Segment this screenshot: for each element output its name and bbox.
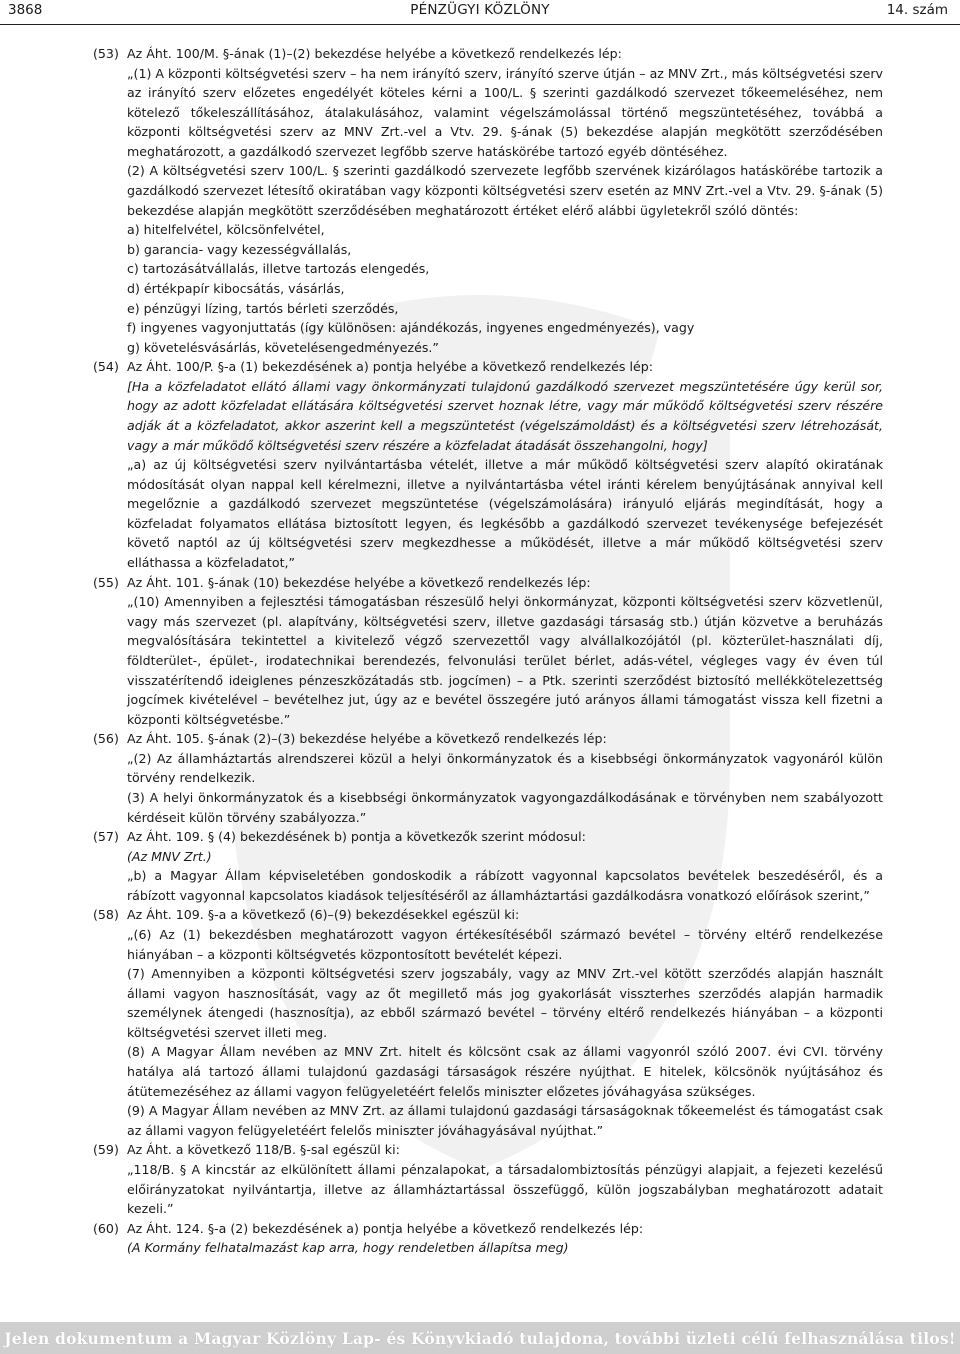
- amendment-item: [93, 44, 883, 357]
- item-paragraph: d) értékpapír kibocsátás, vásárlás,: [127, 280, 345, 296]
- item-paragraph: Az Áht. 100/M. §-ának (1)–(2) bekezdése helyébe a következő rendelkezés lép:: [127, 46, 622, 61]
- amendment-item: [93, 573, 883, 730]
- amendment-item: [93, 357, 883, 572]
- footer-banner: [0, 1322, 960, 1354]
- journal-title: PÉNZÜGYI KÖZLÖNY: [410, 2, 550, 18]
- item-paragraph: (7) Amennyiben a központi költségvetési szerv jogszabály, vagy az MNV Zrt.-vel kötött szerződés alapján használt állami vagyon hasznosítását, vagy az őt megillető más jog gyakorlását visszterhes szerződés alapján harmadik személynek átengedi (hasznosítja), az ebből származó bevétel – törvény eltérő rendelkezés hiányában – a központi költségvetési szervet illeti meg.: [127, 966, 883, 1040]
- amendment-item: [93, 905, 883, 1140]
- item-paragraph: „(6) Az (1) bekezdésben meghatározott vagyon értékesítéséből származó bevétel – törvény eltérő rendelkezése hiányában – a központi költségvetés központosított bevételét képezi.: [127, 927, 883, 962]
- item-paragraph: Az Áht. 124. §-a (2) bekezdésének a) pontja helyébe a következő rendelkezés lép:: [127, 1220, 644, 1236]
- item-paragraph: „b) a Magyar Állam képviseletében gondoskodik a rábízott vagyonnal kapcsolatos bevételek beszedéséről, és a rábízott vagyonnal kapcsolatos kiadások teljesítéséről az államháztartási gazdálkodásra vonatkozó előírások szerint,”: [127, 868, 883, 903]
- item-paragraph: „a) az új költségvetési szerv nyilvántartásba vételét, illetve a már működő költségvetési szerv alapító okiratának módosítását olyan nappal kell kérelmezni, illetve a nyilvántartásba vétel iránti kérelem benyújtásának annyival kell megelőznie a gazdálkodó szervezet megszüntetése (végelszámolására) irányuló eljárás megindítását, hogy a közfeladat folyamatos ellátása biztosított legyen, és legkésőbb a gazdálkodó szervezet tevékenysége befejezését követő naptól az új költségvetési szerv megkezdhesse a működését, illetve a már működő költségvetési szerv elláthassa a közfeladatot,”: [127, 457, 883, 571]
- item-paragraph: (9) A Magyar Állam nevében az MNV Zrt. az állami tulajdonú gazdasági társaságoknak tőkeemelést és támogatást csak az állami vagyon felügyeletéért felelős miniszter jóváhagyásával nyújthat.”: [127, 1103, 883, 1138]
- item-paragraph: a) hitelfelvétel, kölcsönfelvétel,: [127, 222, 325, 238]
- item-paragraph: c) tartozásátvállalás, illetve tartozás elengedés,: [127, 261, 430, 277]
- item-paragraph: (3) A helyi önkormányzatok és a kisebbségi önkormányzatok vagyongazdálkodásának e törvényben nem szabályozott kérdéseit külön törvény szabályozza.”: [127, 789, 883, 825]
- item-paragraph: Az Áht. 109. §-a a következő (6)–(9) bekezdésekkel egészül ki:: [127, 907, 520, 923]
- item-number: (57): [93, 829, 119, 845]
- amendment-item: [93, 1140, 883, 1218]
- item-paragraph: Az Áht. 100/P. §-a (1) bekezdésének a) pontja helyébe a következő rendelkezés lép:: [127, 359, 653, 375]
- item-paragraph: (Az MNV Zrt.): [127, 848, 212, 864]
- item-paragraph: Az Áht. 109. § (4) bekezdésének b) pontja a következők szerint módosul:: [127, 829, 586, 845]
- header-rule: [0, 24, 960, 25]
- copyright-notice: Jelen dokumentum a Magyar Közlöny Lap- és Könyvkiadó tulajdona, további üzleti célú felhasználása tilos!: [4, 1329, 956, 1348]
- item-paragraph: e) pénzügyi lízing, tartós bérleti szerződés,: [127, 300, 399, 316]
- item-number: (59): [93, 1142, 119, 1158]
- item-paragraph: „118/B. § A kincstár az elkülönített állami pénzalapokat, a társadalombiztosítás pénzügyi alapjait, a fejezeti kezelésű előirányzatokat nyilvántartja, illetve az államháztartással összefüggő, külön jogszabályban meghatározott adatait kezeli.”: [127, 1161, 883, 1217]
- item-paragraph: [Ha a közfeladatot ellátó állami vagy önkormányzati tulajdonú gazdálkodó szervezet megszüntetésére úgy kerül sor, hogy az adott közfeladat ellátására költségvetési szervet hoznak létre, vagy már működő költségvetési szerv részére adják át a közfeladatot, akkor aszerint kell a megszüntetést (végelszámoldást) és a költségvetési szerv létrehozását, vagy a már működő költségvetési szerv részére a közfeladat átadását összehangolni, hogy]: [127, 378, 883, 453]
- amendment-item: [93, 729, 883, 827]
- item-paragraph: (2) A költségvetési szerv 100/L. § szerinti gazdálkodó szervezete legfőbb szervének kizárólagos hatáskörébe tartozik a gazdálkodó szervezet létesítő okiratában vagy központi költségvetési szerv esetén az MNV Zrt.-vel a Vtv. 29. §-ának (5) bekezdése alapján megkötött szerződésében meghatározott értéket elérő alábbi ügyletekről szóló döntés:: [127, 163, 883, 218]
- item-paragraph: Az Áht. a következő 118/B. §-sal egészül ki:: [127, 1142, 400, 1158]
- item-paragraph: f) ingyenes vagyonjuttatás (így különösen: ajándékozás, ingyenes engedményezés), vagy: [127, 320, 695, 336]
- document-body: [93, 44, 883, 1258]
- page-header: [0, 0, 960, 24]
- item-paragraph: „(10) Amennyiben a fejlesztési támogatásban részesülő helyi önkormányzat, központi költségvetési szerv közvetlenül, vagy más szervezet (pl. alapítvány, költségvetési szerv, illetve gazdasági társaság stb.) útján közvetve a beruházás megvalósítására tekintettel a kivitelező végző szervezettől vagy alvállalkozójától (pl. közterület-használati díj, földterület-, épület-, irodatechnikai berendezés, felvonulási terület bérlet, adás-vétel, végleges vagy év éven túl visszatérítendő ideiglenes pénzeszközátadás stb. jogcímen) – a Ptk. szerinti szerződést biztosító mellékkötelezettség jogcímek kivételével – bevételhez jut, úgy az e bevétel összegére jutó arányos állami támogatást vissza kell fizetni a központi költségvetésbe.”: [127, 594, 883, 727]
- item-number: (53): [93, 46, 119, 61]
- item-paragraph: Az Áht. 105. §-ának (2)–(3) bekezdése helyébe a következő rendelkezés lép:: [127, 731, 607, 747]
- item-paragraph: „(2) Az államháztartás alrendszerei közül a helyi önkormányzatok és a kisebbségi önkormányzatok vagyonáról külön törvény rendelkezik.: [127, 750, 883, 786]
- amendment-item: [93, 1219, 883, 1258]
- item-paragraph: „(1) A központi költségvetési szerv – ha nem irányító szerv, irányító szerve útján – az MNV Zrt., más költségvetési szerv az irányító szerv előzetes engedélyét köteles kérni a 100/L. § szerinti gazdálkodó szervezet tőkeemeléséhez, nem kötelező tőkeleszállításához, átalakulásához, valamint végelszámolással történő megszüntetéséhez, továbbá a központi költségvetési szerv az MNV Zrt.-vel a Vtv. 29. §-ának (5) bekezdése alapján megkötött szerződésében meghatározott, a gazdálkodó szervezet legfőbb szerve hatáskörébe tartozó egyéb döntéséhez.: [127, 65, 883, 159]
- item-paragraph: b) garancia- vagy kezességvállalás,: [127, 241, 352, 257]
- item-number: (56): [93, 731, 119, 747]
- item-paragraph: Az Áht. 101. §-ának (10) bekezdése helyébe a következő rendelkezés lép:: [127, 574, 591, 590]
- page-number: 3868: [8, 2, 43, 18]
- item-paragraph: (8) A Magyar Állam nevében az MNV Zrt. hitelt és kölcsönt csak az állami vagyonról szóló 2007. évi CVI. törvény hatálya alá tartozó állami tulajdonú gazdasági társaságok részére nyújthat. E hitelek, kölcsönök nyújtásához és átütemezéséhez az állami vagyon felügyeletéért felelős miniszter előzetes jóváhagyása szükséges.: [127, 1044, 883, 1099]
- item-number: (55): [93, 574, 119, 590]
- amendment-item: [93, 827, 883, 905]
- issue-number: 14. szám: [886, 2, 948, 18]
- item-paragraph: (A Kormány felhatalmazást kap arra, hogy rendeletben állapítsa meg): [127, 1240, 569, 1256]
- item-number: (60): [93, 1220, 119, 1236]
- item-number: (54): [93, 359, 119, 375]
- item-paragraph: g) követelésvásárlás, követelésengedményezés.”: [127, 339, 439, 355]
- item-number: (58): [93, 907, 119, 923]
